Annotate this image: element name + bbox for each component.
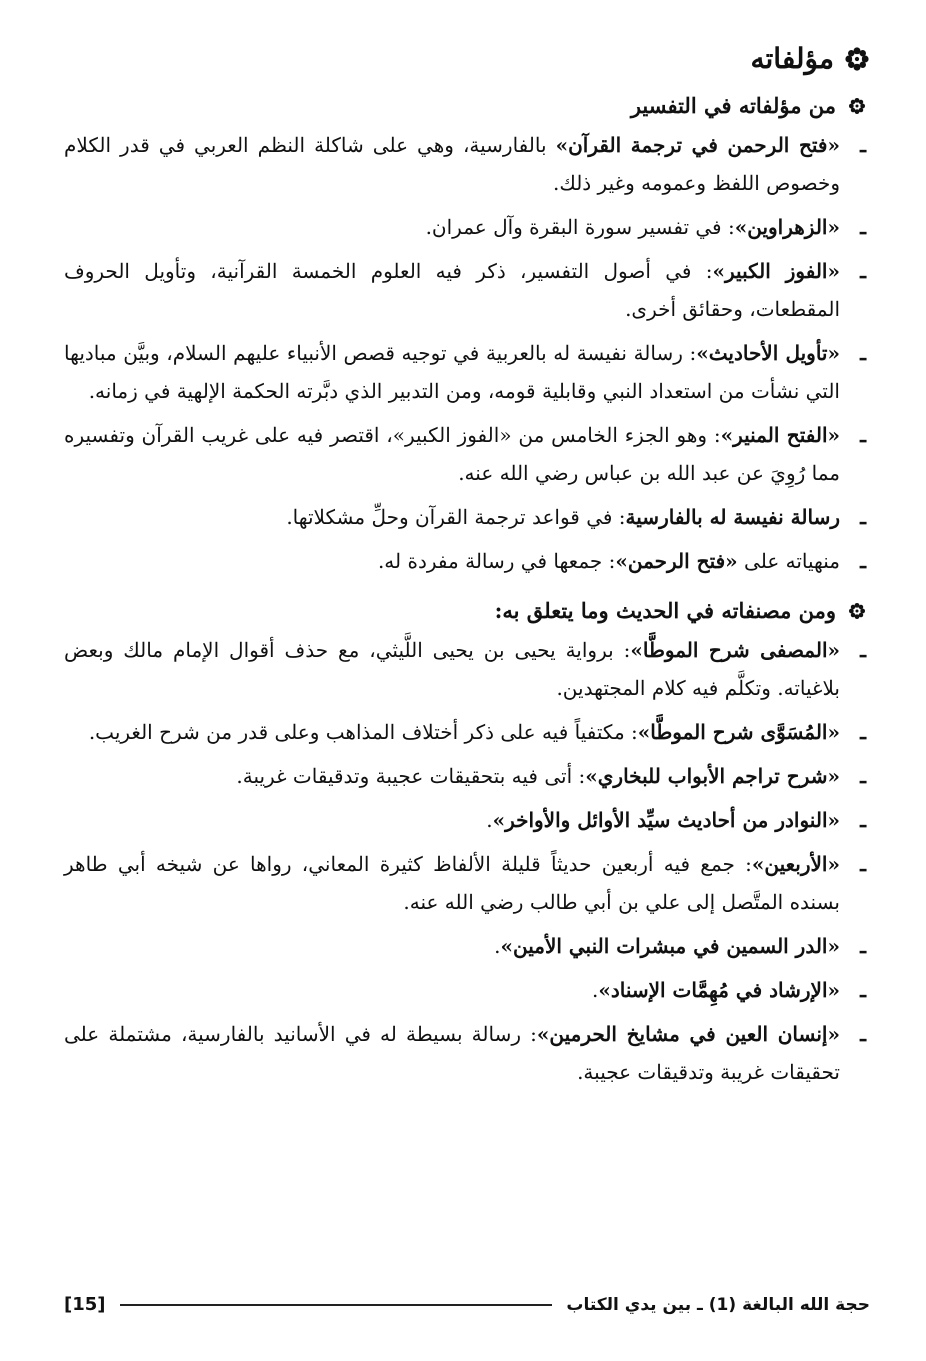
tafsir-subheading (64, 93, 870, 118)
list-item (64, 631, 870, 707)
content (64, 42, 870, 1091)
item-title: «الدر السمين في مبشرات النبي الأمين» (500, 934, 840, 958)
flower-bullet-icon (848, 602, 866, 620)
list-item (64, 416, 870, 492)
section-heading (64, 42, 870, 75)
item-description: : رسالة نفيسة له بالعربية في توجيه قصص الأنبياء عليهم السلام، وبيَّن مباديها التي نشأت من استعداد النبي وقابلية قومه، ومن التدبير الذي دبَّرته الحكمة الإلهية في زمانه. (64, 341, 840, 403)
list-item (64, 126, 870, 202)
dash-marker: ـ (860, 638, 866, 662)
dash-marker: ـ (860, 133, 866, 157)
dash-marker: ـ (860, 423, 866, 447)
item-title: «الفوز الكبير» (712, 259, 840, 283)
list-item (64, 1015, 870, 1091)
hadith-subheading-text: ومن مصنفاته في الحديث وما يتعلق به: (494, 598, 836, 623)
item-description: : رسالة بسيطة له في الأسانيد بالفارسية، مشتملة على تحقيقات غريبة وتدقيقات عجيبة. (64, 1022, 840, 1084)
page-number: [15] (64, 1294, 106, 1315)
item-title: «فتح الرحمن في ترجمة القرآن» (555, 133, 840, 157)
tafsir-subheading-text: من مؤلفاته في التفسير (630, 93, 836, 118)
hadith-subheading (64, 598, 870, 623)
list-item (64, 801, 870, 839)
item-description: . (494, 934, 501, 958)
section-heading-text: مؤلفاته (750, 42, 834, 75)
item-description: : وهو الجزء الخامس من «الفوز الكبير»، اقتصر فيه على غريب القرآن وتفسيره مما رُوِيَ عن عبد الله بن عباس رضي الله عنه. (64, 423, 840, 485)
dash-marker: ـ (860, 764, 866, 788)
item-title: «تأويل الأحاديث» (696, 341, 840, 365)
list-item (64, 498, 870, 536)
list-item (64, 208, 870, 246)
item-description: : مكتفياً فيه على ذكر أختلاف المذاهب وعلى قدر من شرح الغريب. (88, 720, 638, 744)
item-title: رسالة نفيسة له بالفارسية (625, 505, 840, 529)
footer-rule (120, 1304, 553, 1306)
item-title: «شرح تراجم الأبواب للبخاري» (585, 764, 840, 788)
dash-marker: ـ (860, 505, 866, 529)
list-item (64, 927, 870, 965)
item-title: «الإرشاد في مُهِمَّات الإسناد» (598, 978, 840, 1002)
dash-marker: ـ (860, 549, 866, 573)
item-title: «المصفى شرح الموطَّا» (630, 638, 840, 662)
flower-ornament-icon (844, 46, 870, 72)
dash-marker: ـ (860, 1022, 866, 1046)
dash-marker: ـ (860, 215, 866, 239)
list-item (64, 971, 870, 1009)
dash-marker: ـ (860, 259, 866, 283)
page-footer (64, 1294, 870, 1315)
list-item (64, 252, 870, 328)
list-item (64, 542, 870, 580)
dash-marker: ـ (860, 978, 866, 1002)
item-description: : جمعها في رسالة مفردة له. (377, 549, 616, 573)
running-title: حجة الله البالغة (1) ـ بين يدي الكتاب (566, 1294, 870, 1315)
item-title: «الأربعين» (751, 852, 840, 876)
dash-marker: ـ (860, 852, 866, 876)
list-item (64, 713, 870, 751)
item-description: : برواية يحيى بن يحيى اللَّيثي، مع حذف أقوال الإمام مالك وبعض بلاغياته. وتكلَّم فيه كلام المجتهدين. (64, 638, 840, 700)
item-title: «المُسَوَّى شرح الموطَّا» (637, 720, 840, 744)
item-description: : في أصول التفسير، ذكر فيه العلوم الخمسة القرآنية، وتأويل الحروف المقطعات، وحقائق أخرى. (64, 259, 840, 321)
item-description: . (486, 808, 493, 832)
dash-marker: ـ (860, 341, 866, 365)
item-description: . (591, 978, 599, 1002)
item-title: «النوادر من أحاديث سيِّد الأوائل والأواخر» (492, 808, 840, 832)
item-prefix: منهياته على (737, 549, 840, 573)
list-item (64, 334, 870, 410)
list-item (64, 845, 870, 921)
tafsir-list (64, 126, 870, 580)
item-title: «الفتح المنير» (720, 423, 841, 447)
item-description: : في تفسير سورة البقرة وآل عمران. (425, 215, 735, 239)
item-title: «الزهراوين» (734, 215, 840, 239)
flower-bullet-icon (848, 97, 866, 115)
hadith-list (64, 631, 870, 1091)
dash-marker: ـ (860, 934, 866, 958)
item-title: «إنسان العين في مشايخ الحرمين» (536, 1022, 840, 1046)
dash-marker: ـ (860, 720, 866, 744)
item-description: : في قواعد ترجمة القرآن وحلِّ مشكلاتها. (286, 505, 626, 529)
item-description: : جمع فيه أربعين حديثاً قليلة الألفاظ كثيرة المعاني، رواها عن شيخه أبي طاهر بسنده المتَّصل إلى علي بن أبي طالب رضي الله عنه. (64, 852, 840, 914)
list-item (64, 757, 870, 795)
dash-marker: ـ (860, 808, 866, 832)
item-description: بالفارسية، وهي على شاكلة النظم العربي في قدر الكلام وخصوص اللفظ وعمومه وغير ذلك. (64, 133, 840, 195)
item-description: : أتى فيه بتحقيقات عجيبة وتدقيقات غريبة. (236, 764, 586, 788)
item-title: «فتح الرحمن» (615, 549, 738, 573)
